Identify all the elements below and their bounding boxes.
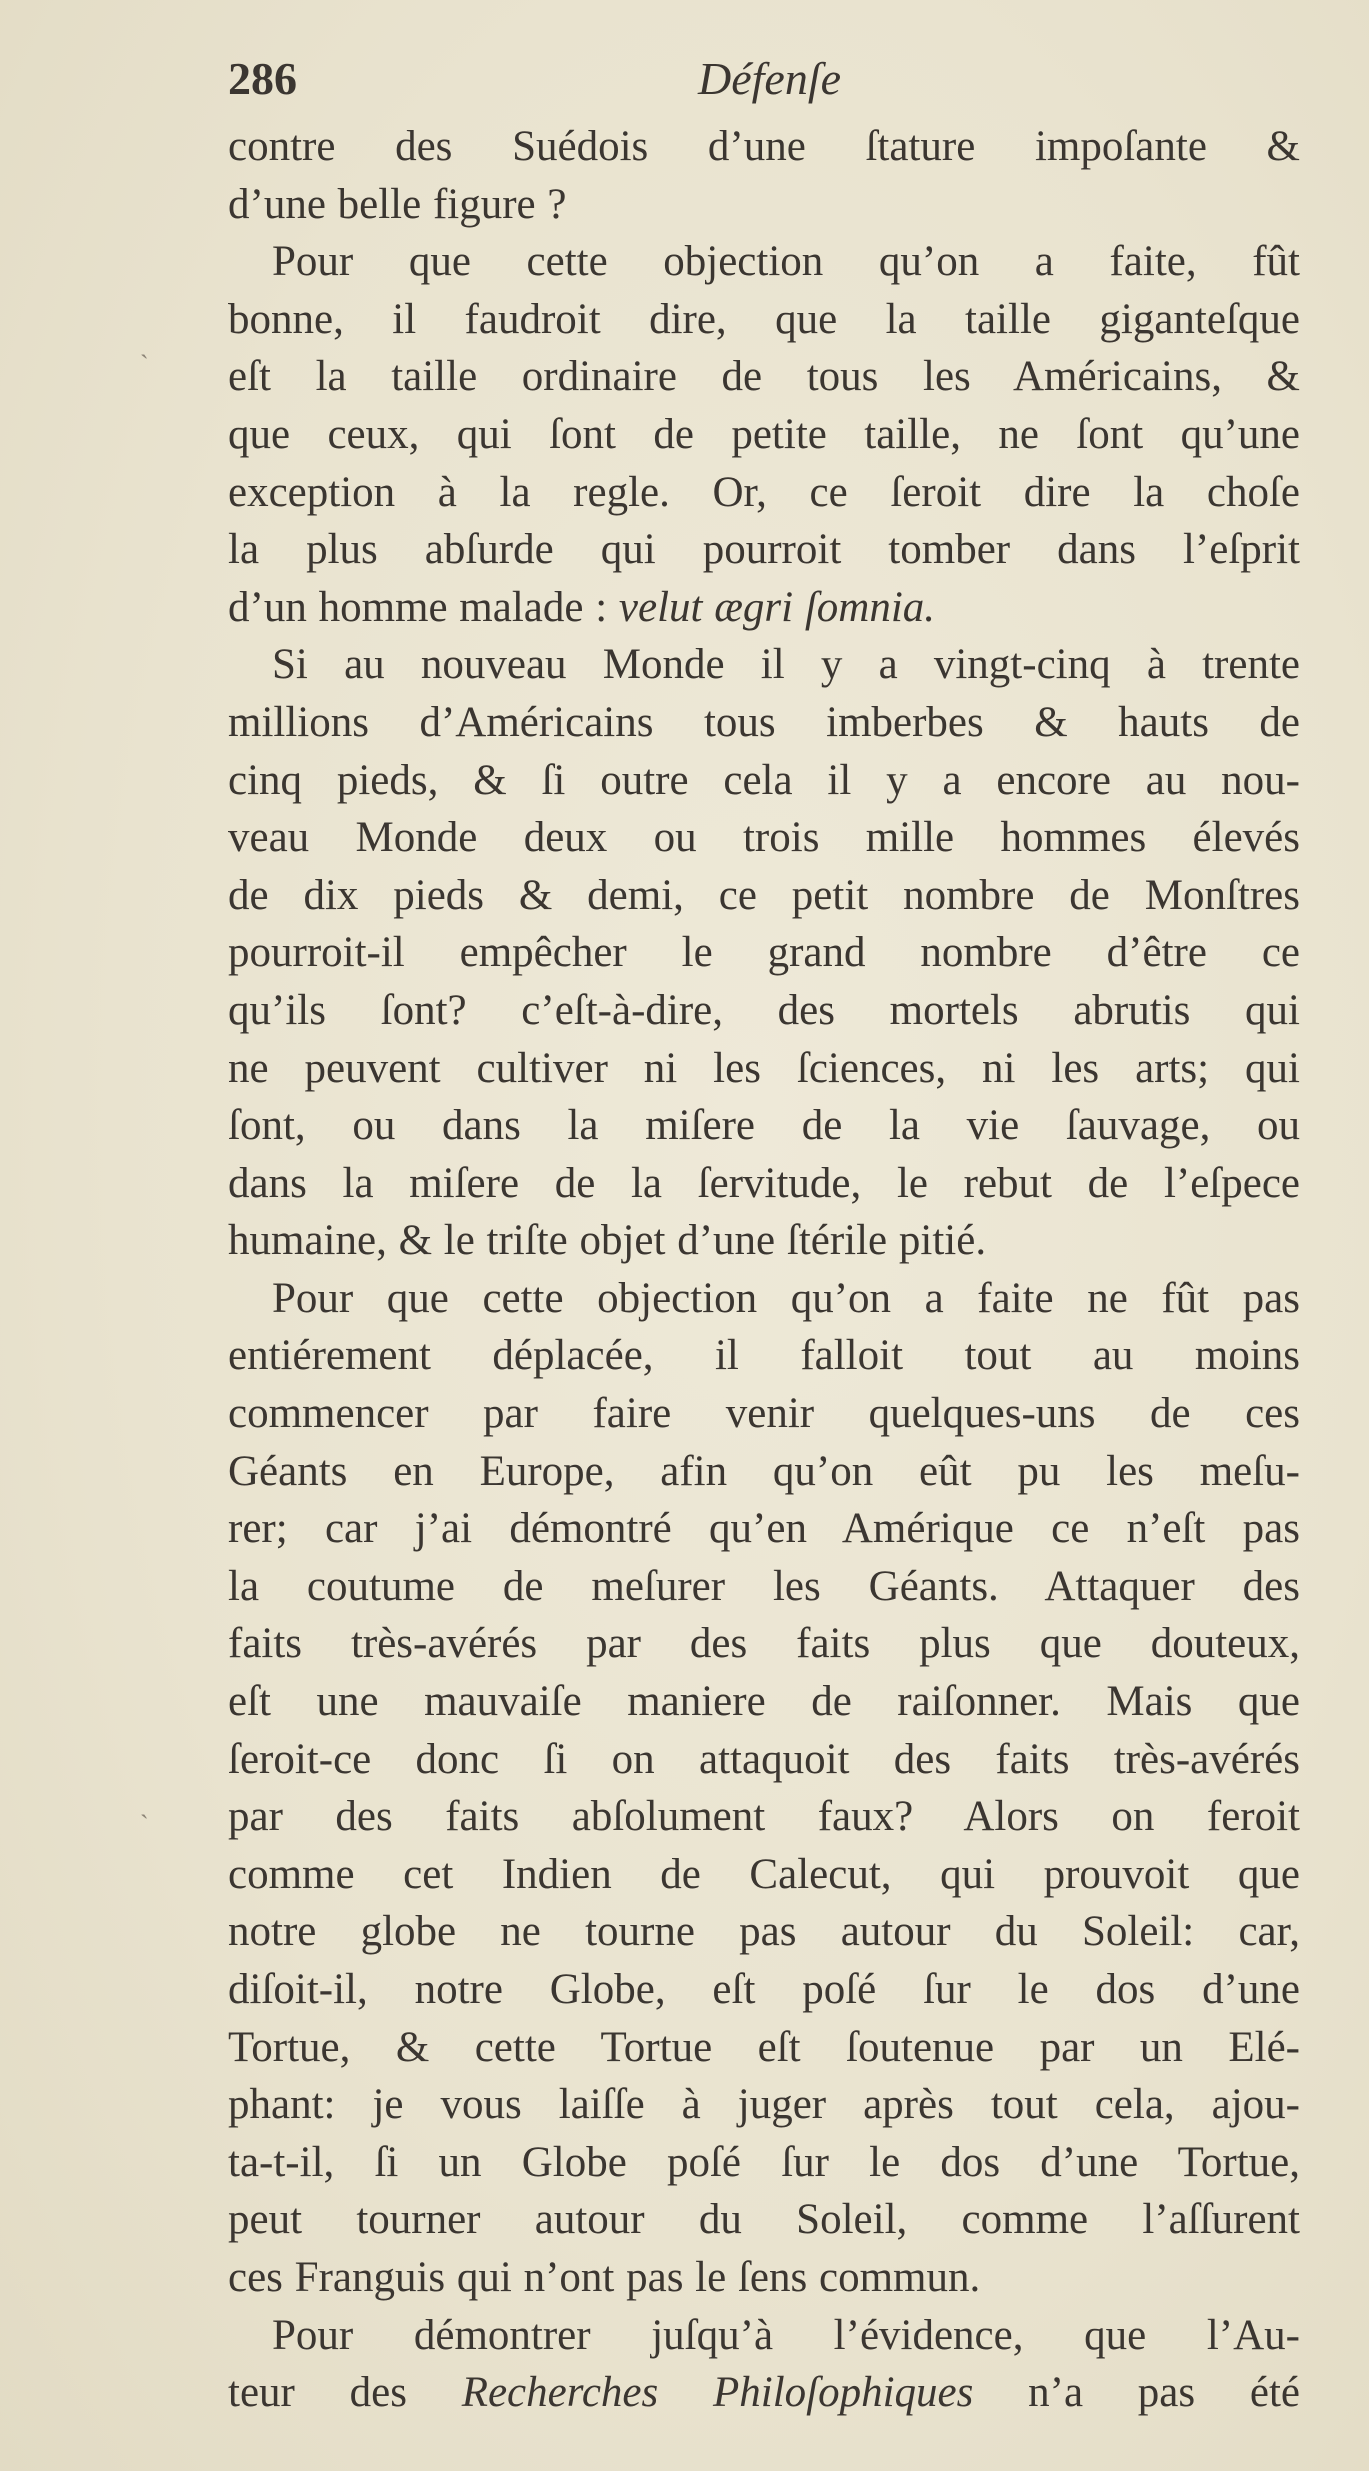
line-text: teur des xyxy=(228,2369,462,2417)
text-line xyxy=(228,2019,1300,2077)
line-text: ces Franguis qui n’ont pas le ſens commun. xyxy=(228,2253,981,2301)
text-line xyxy=(228,1212,1300,1270)
line-text: exception à la regle. Or, ce ſeroit dire la choſe xyxy=(228,468,1300,516)
line-text: de dix pieds & demi, ce petit nombre de Monſtres xyxy=(228,871,1300,919)
text-line xyxy=(228,1731,1300,1789)
text-line xyxy=(228,1961,1300,2019)
line-text: eſt une mauvaiſe maniere de raiſonner. Mais que xyxy=(228,1678,1300,1726)
line-text: d’une belle figure ? xyxy=(228,180,567,228)
text-line xyxy=(228,291,1300,349)
text-line xyxy=(228,1615,1300,1673)
text-line xyxy=(228,521,1300,579)
line-text: la coutume de meſurer les Géants. Attaquer des xyxy=(228,1562,1300,1610)
line-text: peut tourner autour du Soleil, comme l’aſſurent xyxy=(228,2196,1300,2244)
text-line xyxy=(228,636,1300,694)
text-line xyxy=(228,982,1300,1040)
line-text: humaine, & le triſte objet d’une ſtérile pitié. xyxy=(228,1217,987,1265)
text-line xyxy=(228,348,1300,406)
line-text: faits très-avérés par des faits plus que douteux, xyxy=(228,1620,1300,1668)
line-text: bonne, il faudroit dire, que la taille giganteſque xyxy=(228,295,1300,343)
body-text xyxy=(228,118,1300,2422)
text-line xyxy=(228,1788,1300,1846)
line-text: diſoit-il, notre Globe, eſt poſé ſur le dos d’une xyxy=(228,1966,1300,2013)
text-line xyxy=(228,2076,1300,2134)
line-text: ne peuvent cultiver ni les ſciences, ni les arts; qui xyxy=(228,1044,1300,1092)
text-line xyxy=(228,1500,1300,1558)
line-text: pourroit-il empêcher le grand nombre d’être ce xyxy=(228,929,1300,977)
line-text: millions d’Américains tous imberbes & hauts de xyxy=(228,698,1300,746)
italic-text: Recherches Philoſophiques xyxy=(461,2369,974,2417)
text-line xyxy=(228,1846,1300,1904)
line-text: Géants en Europe, afin qu’on eût pu les meſu- xyxy=(228,1447,1300,1495)
line-text: la plus abſurde qui pourroit tomber dans l’eſprit xyxy=(228,526,1300,574)
text-line xyxy=(228,464,1300,522)
line-text-after: n’a pas été xyxy=(973,2369,1300,2417)
text-line xyxy=(228,176,1300,234)
text-line xyxy=(228,579,1300,637)
line-text: que ceux, qui ſont de petite taille, ne ſont qu’une xyxy=(228,410,1300,458)
line-text: ta-t-il, ſi un Globe poſé ſur le dos d’une Tortue, xyxy=(228,2138,1300,2186)
text-line xyxy=(228,1327,1300,1385)
text-line xyxy=(228,752,1300,810)
text-line xyxy=(228,924,1300,982)
text-line xyxy=(228,1558,1300,1616)
text-line xyxy=(228,2134,1300,2192)
text-line xyxy=(228,2249,1300,2307)
line-text: phant: je vous laiſſe à juger après tout cela, ajou- xyxy=(228,2081,1300,2129)
margin-mark: ˎ xyxy=(140,330,149,359)
text-line xyxy=(228,1270,1300,1328)
line-text: ſeroit-ce donc ſi on attaquoit des faits très-avérés xyxy=(228,1735,1300,1783)
page-number: 286 xyxy=(228,53,297,104)
line-text: Tortue, & cette Tortue eſt ſoutenue par un Elé- xyxy=(228,2023,1300,2071)
text-line xyxy=(228,1443,1300,1501)
text-line xyxy=(228,2191,1300,2249)
text-line xyxy=(228,1385,1300,1443)
text-line xyxy=(228,233,1300,291)
line-text: dans la miſere de la ſervitude, le rebut de l’eſpece xyxy=(228,1159,1300,1207)
text-line xyxy=(228,406,1300,464)
line-text: cinq pieds, & ſi outre cela il y a encore au nou- xyxy=(228,756,1300,804)
text-line xyxy=(228,809,1300,867)
page-header xyxy=(228,52,1308,112)
line-text: qu’ils ſont? c’eſt-à-dire, des mortels abrutis qui xyxy=(228,986,1300,1034)
line-text: comme cet Indien de Calecut, qui prouvoit que xyxy=(228,1850,1300,1898)
line-text: rer; car j’ai démontré qu’en Amérique ce n’eſt pas xyxy=(228,1505,1300,1553)
text-line xyxy=(228,694,1300,752)
line-text: veau Monde deux ou trois mille hommes élevés xyxy=(228,814,1300,862)
text-line xyxy=(228,1903,1300,1961)
text-line xyxy=(228,118,1300,176)
line-text: eſt la taille ordinaire de tous les Américains, & xyxy=(228,353,1300,401)
line-text: Si au nouveau Monde il y a vingt-cinq à trente xyxy=(272,641,1300,689)
margin-mark: ˎ xyxy=(140,1790,149,1819)
line-text: notre globe ne tourne pas autour du Soleil: car, xyxy=(228,1908,1300,1956)
line-text: entiérement déplacée, il falloit tout au moins xyxy=(228,1332,1300,1380)
text-line xyxy=(228,867,1300,925)
line-text: d’un homme malade : xyxy=(228,583,619,631)
line-text: commencer par faire venir quelques-uns de ces xyxy=(228,1390,1300,1438)
text-line xyxy=(228,2307,1300,2365)
text-line xyxy=(228,1155,1300,1213)
line-text: ſont, ou dans la miſere de la vie ſauvage, ou xyxy=(228,1102,1300,1150)
line-text: Pour que cette objection qu’on a faite, fût xyxy=(272,238,1300,286)
running-title: Défenſe xyxy=(698,53,842,104)
line-text: contre des Suédois d’une ſtature impoſante & xyxy=(228,123,1300,170)
text-line xyxy=(228,1097,1300,1155)
line-text: par des faits abſolument faux? Alors on feroit xyxy=(228,1793,1300,1841)
text-line xyxy=(228,1673,1300,1731)
line-text: Pour que cette objection qu’on a faite ne fût pas xyxy=(272,1274,1300,1322)
text-line xyxy=(228,1040,1300,1098)
italic-text: velut ægri ſomnia. xyxy=(618,583,936,631)
text-line xyxy=(228,2364,1300,2422)
line-text: Pour démontrer juſqu’à l’évidence, que l’Au- xyxy=(272,2311,1300,2359)
